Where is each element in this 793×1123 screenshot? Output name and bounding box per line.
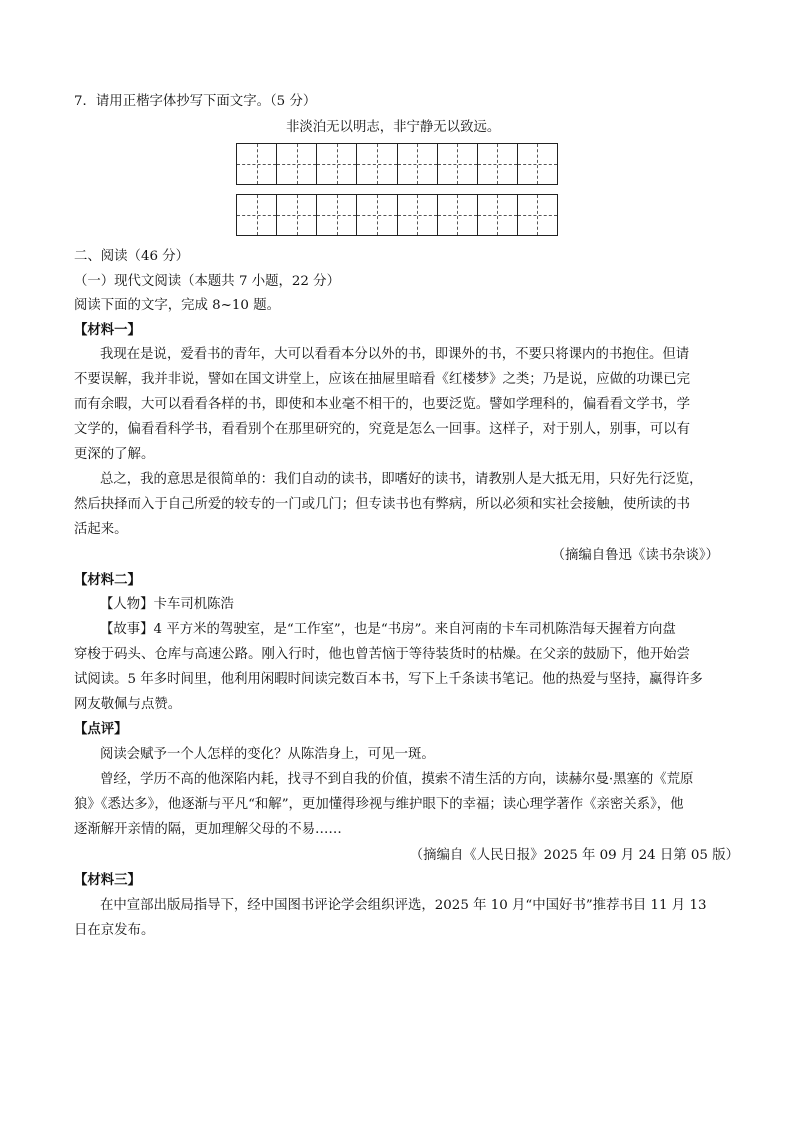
material-2-source: （摘编自《人民日报》2025 年 09 月 24 日第 05 版）: [409, 848, 739, 863]
material-1-text-line: 然后抉择而入于自己所爱的较专的一门或几门；但专读书也有弊病，所以必须和实社会接触，使所读的书: [74, 497, 690, 512]
grid-cell[interactable]: [237, 195, 277, 235]
material-3-text-line: 日在京发布。: [74, 923, 155, 938]
comment-text-line: 狼》《悉达多》，他逐渐与平凡“和解”，更加懂得珍视与维护眼下的幸福；读心理学著作《亲密关系》，他: [74, 797, 684, 812]
material-3-text-line: 在中宣部出版局指导下，经中国图书评论学会组织评选，2025 年 10 月“中国好书”推荐书目 11 月 13: [100, 898, 707, 913]
grid-cell[interactable]: [317, 195, 357, 235]
grid-cell[interactable]: [237, 144, 277, 184]
grid-cell[interactable]: [398, 144, 438, 184]
grid-cell[interactable]: [518, 144, 557, 184]
comment-text-line: 逐渐解开亲情的隔，更加理解父母的不易……: [74, 822, 342, 837]
material-1-text-line: 活起来。: [74, 522, 128, 537]
writing-grid-row-2[interactable]: [236, 194, 558, 236]
grid-cell[interactable]: [357, 195, 397, 235]
question-7-prompt: 7．请用正楷字体抄写下面文字。（5 分）: [74, 94, 317, 109]
reading-instruction: 阅读下面的文字，完成 8~10 题。: [74, 298, 280, 313]
material-1-text-line: 文学的，偏看看科学书，看看别个在那里研究的，究竟是怎么一回事。这样子，对于别人，别事，可以有: [74, 422, 690, 437]
grid-cell[interactable]: [398, 195, 438, 235]
comment-text-line: 阅读会赋予一个人怎样的变化？从陈浩身上，可见一斑。: [100, 747, 435, 762]
grid-cell[interactable]: [438, 195, 478, 235]
grid-cell[interactable]: [277, 195, 317, 235]
material-2-person: 【人物】卡车司机陈浩: [100, 597, 234, 612]
material-1-text-line: 不要误解，我并非说，譬如在国文讲堂上，应该在抽屉里暗看《红楼梦》之类；乃是说，应做的功课已完: [74, 372, 690, 387]
grid-cell[interactable]: [478, 144, 518, 184]
material-2-label: 【材料二】: [74, 572, 141, 588]
grid-cell[interactable]: [357, 144, 397, 184]
material-1-text-line: 而有余暇，大可以看看各样的书，即使和本业毫不相干的，也要泛览。譬如学理科的，偏看看文学书，学: [74, 397, 690, 412]
material-3-label: 【材料三】: [74, 872, 141, 888]
material-2-story-line: 【故事】4 平方米的驾驶室，是“工作室”，也是“书房”。来自河南的卡车司机陈浩每天握着方向盘: [100, 622, 676, 637]
material-1-text-line: 我现在是说，爱看书的青年，大可以看看本分以外的书，即课外的书，不要只将课内的书抱住。但请: [100, 347, 690, 362]
material-1-source: （摘编自鲁迅《读书杂谈》）: [551, 548, 719, 563]
comment-text-line: 曾经，学历不高的他深陷内耗，找寻不到自我的价值，摸索不清生活的方向，读赫尔曼·黑塞的《荒原: [100, 772, 694, 787]
material-1-label: 【材料一】: [74, 322, 141, 338]
material-2-story-line: 网友敬佩与点赞。: [74, 697, 182, 712]
comment-label: 【点评】: [74, 721, 128, 737]
grid-cell[interactable]: [478, 195, 518, 235]
section-title: 二、阅读（46 分）: [74, 249, 190, 264]
copy-sentence: 非淡泊无以明志，非宁静无以致远。: [286, 120, 501, 135]
section-part-title: （一）现代文阅读（本题共 7 小题，22 分）: [74, 274, 340, 289]
material-1-text-line: 更深的了解。: [74, 447, 155, 462]
grid-cell[interactable]: [277, 144, 317, 184]
grid-cell[interactable]: [518, 195, 557, 235]
material-2-story-line: 穿梭于码头、仓库与高速公路。刚入行时，他也曾苦恼于等待装货时的枯燥。在父亲的鼓励下，他开始尝: [74, 647, 690, 662]
grid-cell[interactable]: [317, 144, 357, 184]
grid-cell[interactable]: [438, 144, 478, 184]
material-2-story-line: 试阅读。5 年多时间里，他利用闲暇时间读完数百本书，写下上千条读书笔记。他的热爱与坚持，赢得许多: [74, 672, 703, 687]
material-1-text-line: 总之，我的意思是很简单的：我们自动的读书，即嗜好的读书，请教别人是大抵无用，只好先行泛览，: [100, 472, 703, 487]
writing-grid-row-1[interactable]: [236, 143, 558, 185]
